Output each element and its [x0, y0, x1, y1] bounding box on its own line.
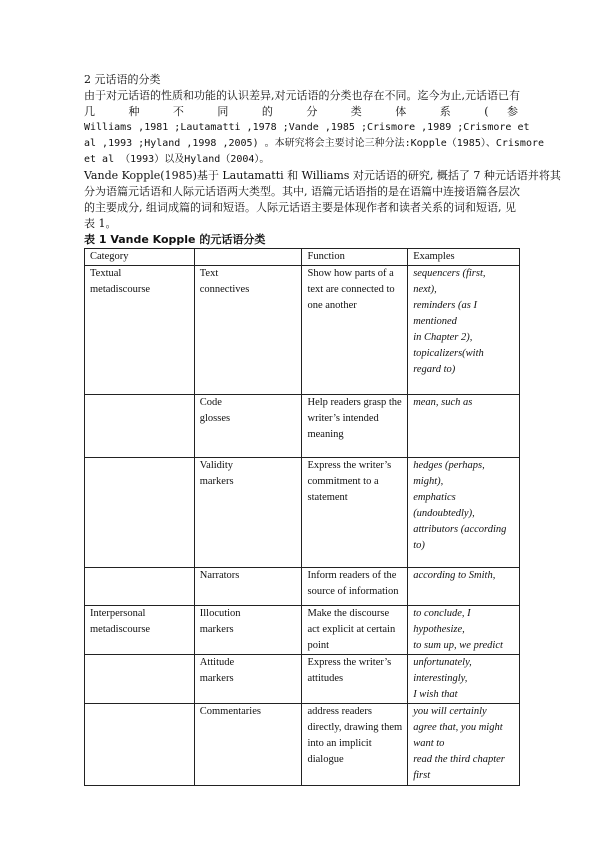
cell-line: markers [199, 673, 234, 684]
cell-line: Textual [90, 268, 122, 279]
cell-line: Validity [199, 460, 233, 471]
cell-line: I wish that [413, 689, 458, 700]
table-row [85, 458, 520, 568]
cell-line: Text [199, 268, 219, 279]
cell-category [85, 655, 195, 704]
cell-type [194, 704, 302, 786]
cell-line: Interpersonal [90, 608, 146, 619]
cell-line: glosses [199, 413, 231, 424]
cell-line: markers [199, 476, 234, 487]
cell-line: Express the writer’s [307, 657, 392, 668]
cell-line: mentioned [413, 316, 457, 327]
cell-line: interestingly, [413, 673, 468, 684]
cell-category [85, 568, 195, 606]
cell-line: sequencers (first, [413, 268, 486, 279]
cell-line: reminders (as I [413, 300, 477, 311]
paragraph-line: Williams ,1981 ;Lautamatti ,1978 ;Vande ,1985 ;Crismore ,1989 ;Crismore et [84, 122, 530, 133]
cell-function [302, 704, 408, 786]
paragraph-line: 分为语篇元话语和人际元话语两大类型。其中, 语篇元话语指的是在语篇中连接语篇各层次 [84, 185, 520, 198]
cell-line: text are connected to [307, 284, 395, 295]
cell-line: metadiscourse [90, 624, 151, 635]
table-row [85, 606, 520, 655]
cell-line: according to Smith, [413, 570, 496, 581]
cell-line: markers [199, 624, 234, 635]
cell-line: directly, drawing them [307, 722, 403, 733]
cell-line: connectives [199, 284, 250, 295]
cell-line: want to [413, 738, 445, 749]
cell-line: dialogue [307, 754, 344, 765]
cell-line: you will certainly [413, 706, 487, 717]
cell-type [194, 458, 302, 568]
cell-line: metadiscourse [90, 284, 151, 295]
cell-category [85, 606, 195, 655]
table-header-row [85, 249, 520, 266]
cell-function [302, 568, 408, 606]
cell-line: hedges (perhaps, [413, 460, 485, 471]
cell-examples [408, 655, 520, 704]
cell-line: Help readers grasp the [307, 397, 402, 408]
cell-type [194, 655, 302, 704]
paragraph-line: 表 1。 [84, 217, 117, 230]
cell-line: writer’s intended [307, 413, 379, 424]
cell-line: emphatics [413, 492, 456, 503]
table-caption: 表 1 Vande Kopple 的元话语分类 [84, 233, 266, 246]
table-row [85, 266, 520, 395]
cell-line: first [413, 770, 431, 781]
cell-examples [408, 704, 520, 786]
cell-line: hypothesize, [413, 624, 465, 635]
cell-function [302, 655, 408, 704]
header-function: Function [302, 249, 408, 266]
cell-line: might), [413, 476, 444, 487]
cell-line: Code [199, 397, 222, 408]
cell-line: to sum up, we predict [413, 640, 503, 651]
cell-type [194, 266, 302, 395]
table-row [85, 704, 520, 786]
cell-line: Commentaries [199, 706, 261, 717]
cell-line: point [307, 640, 330, 651]
cell-category [85, 266, 195, 395]
cell-line: Illocution [199, 608, 241, 619]
cell-line: read the third chapter [413, 754, 505, 765]
cell-line: act explicit at certain [307, 624, 396, 635]
cell-line: address readers [307, 706, 372, 717]
cell-line: meaning [307, 429, 344, 440]
header-type [194, 249, 302, 266]
header-examples: Examples [408, 249, 520, 266]
cell-line: (undoubtedly), [413, 508, 475, 519]
cell-line: Narrators [199, 570, 240, 581]
cell-type [194, 568, 302, 606]
cell-line: Express the writer’s [307, 460, 392, 471]
table-row [85, 395, 520, 458]
paragraph-line: 的主要成分, 组词成篇的词和短语。人际元话语主要是体现作者和读者关系的词和短语, 见 [84, 201, 516, 214]
cell-line: one another [307, 300, 357, 311]
cell-examples [408, 395, 520, 458]
cell-line: statement [307, 492, 348, 503]
paragraph-line: 几 种 不 同 的 分 类 体 系 ( 参 [84, 105, 518, 118]
cell-function [302, 606, 408, 655]
cell-line: agree that, you might [413, 722, 503, 733]
cell-line: to) [413, 540, 425, 551]
paragraph-line: 由于对元话语的性质和功能的认识差异,对元话语的分类也存在不同。迄今为止,元话语已有 [84, 89, 520, 102]
cell-category [85, 704, 195, 786]
cell-line: mean, such as [413, 397, 473, 408]
cell-examples [408, 458, 520, 568]
cell-type [194, 606, 302, 655]
header-category: Category [85, 249, 195, 266]
cell-function [302, 266, 408, 395]
cell-line: into an implicit [307, 738, 372, 749]
cell-line: Show how parts of a [307, 268, 394, 279]
section-heading: 2 元话语的分类 [84, 73, 161, 86]
cell-line: Make the discourse [307, 608, 390, 619]
cell-line: source of information [307, 586, 399, 597]
paragraph-line: Vande Kopple(1985)基于 Lautamatti 和 Williams 对元话语的研究, 概括了 7 种元话语并将其 [84, 169, 561, 182]
cell-line: unfortunately, [413, 657, 472, 668]
cell-line: to conclude, I [413, 608, 471, 619]
cell-line: attitudes [307, 673, 344, 684]
table-row [85, 568, 520, 606]
cell-type [194, 395, 302, 458]
cell-line: Inform readers of the [307, 570, 397, 581]
cell-examples [408, 568, 520, 606]
cell-category [85, 395, 195, 458]
table-row [85, 655, 520, 704]
cell-function [302, 458, 408, 568]
paragraph-line: et al （1993）以及Hyland（2004）。 [84, 154, 270, 165]
cell-line: topicalizers(with [413, 348, 484, 359]
cell-line: in Chapter 2), [413, 332, 473, 343]
cell-examples [408, 606, 520, 655]
cell-line: regard to) [413, 364, 456, 375]
cell-line: attributors (according [413, 524, 507, 535]
cell-line: commitment to a [307, 476, 379, 487]
cell-category [85, 458, 195, 568]
cell-examples [408, 266, 520, 395]
metadiscourse-table [84, 248, 520, 786]
paragraph-line: al ,1993 ;Hyland ,1998 ,2005) 。本研究将会主要讨论三种分法:Kopple（1985）、Crismore [84, 138, 545, 149]
cell-line: Attitude [199, 657, 235, 668]
cell-function [302, 395, 408, 458]
cell-line: next), [413, 284, 437, 295]
